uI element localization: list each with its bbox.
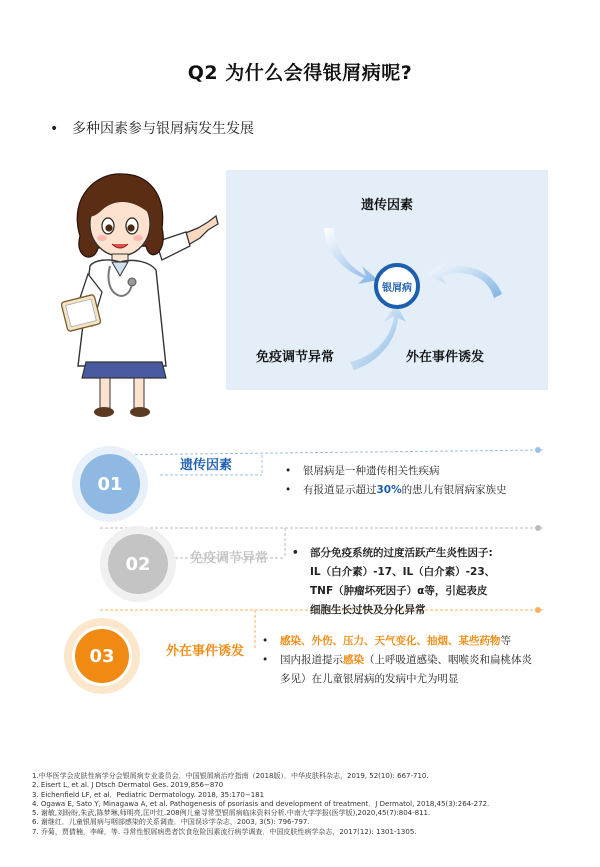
factor-diagram: [226, 170, 548, 390]
section1-text: [285, 462, 575, 500]
reference-item: 7. 乔菊，贾倩楠，李峰，等. 寻常性银屑病患者饮食危险因素流行病学调查．中国皮肤性病学杂志，2017(12): 1301-1305.: [32, 827, 417, 836]
reference-item: 4. Ogawa E, Sato Y, Minagawa A, et al. Pathogenesis of psoriasis and development of treatment．J Dermatol, 2018,45(3):264-272.: [32, 799, 490, 808]
diagram-center-label: 银屑病: [382, 282, 412, 294]
reference-item: 1.中华医学会皮肤性病学分会银屑病专业委员会．中国银屑病治疗指南（2018版）．中华皮肤科杂志，2019, 52(10): 667-710.: [32, 772, 429, 780]
section3-text: [262, 632, 582, 689]
section1-number: 01: [80, 454, 140, 514]
section2-number: 02: [108, 534, 168, 594]
reference-item: 5. 谢敏,刘盼盼,朱武,陈梦琳,师明亮,匡叶红.208例儿童寻常型银屑病临床资料分析.中南大学学报(医学版),2020,45(7):804-811.: [32, 809, 431, 818]
reference-item: 3. Eichenfield LF, et al．Pediatric Dermatology. 2018, 35:170−181: [32, 790, 265, 799]
section3-title: 外在事件诱发: [166, 644, 245, 659]
section3-number: 03: [72, 626, 132, 686]
section1-line: • 银屑病是一种遗传相关性疾病: [285, 465, 440, 477]
section1-line: • 有报道显示超过30%的患儿有银屑病家族史: [285, 484, 507, 496]
section2-line: TNF（肿瘤坏死因子）α等，引起表皮: [310, 585, 488, 597]
arrow-bottom: [350, 304, 406, 370]
section3-line: • 国内报道提示感染（上呼吸道感染、咽喉炎和扁桃体炎: [262, 654, 532, 666]
reference-item: 6. 谢继红．儿童银屑病与咽部感染的关系调查．中国误诊学杂志，2003, 3(5): 796-797.: [32, 818, 310, 827]
intro-text: 多种因素参与银屑病发生发展: [72, 121, 254, 137]
bullet-dot: •: [50, 121, 59, 137]
page-title: Q2 为什么会得银屑病呢?: [187, 62, 413, 84]
references: [32, 772, 572, 837]
diagram-label-genetic: 遗传因素: [361, 198, 414, 213]
section1-title: 遗传因素: [180, 458, 233, 473]
diagram-center-circle: [374, 263, 420, 309]
section3-line: • 感染、外伤、压力、天气变化、抽烟、某些药物等: [262, 635, 511, 647]
section2-line: IL（白介素）-17、IL（白介素）-23、: [310, 566, 496, 578]
section2-text: [292, 544, 572, 620]
doctor-illustration: [58, 166, 220, 422]
arrow-right: [426, 262, 502, 298]
section2-title: 免疫调节异常: [190, 551, 269, 566]
reference-item: 2. Eisert L, et al. J Dtsch Dermatol Ges. 2019,856−870: [32, 781, 224, 790]
section2-line: • 部分免疫系统的过度活跃产生炎性因子:: [292, 547, 493, 559]
section3-line: 多见）在儿童银屑病的发病中尤为明显: [280, 673, 459, 685]
arrow-top: [324, 228, 378, 284]
intro-bullet: [50, 118, 254, 138]
diagram-label-external: 外在事件诱发: [406, 350, 485, 365]
section2-line: 细胞生长过快及分化异常: [310, 604, 426, 616]
diagram-label-immune: 免疫调节异常: [256, 350, 335, 365]
